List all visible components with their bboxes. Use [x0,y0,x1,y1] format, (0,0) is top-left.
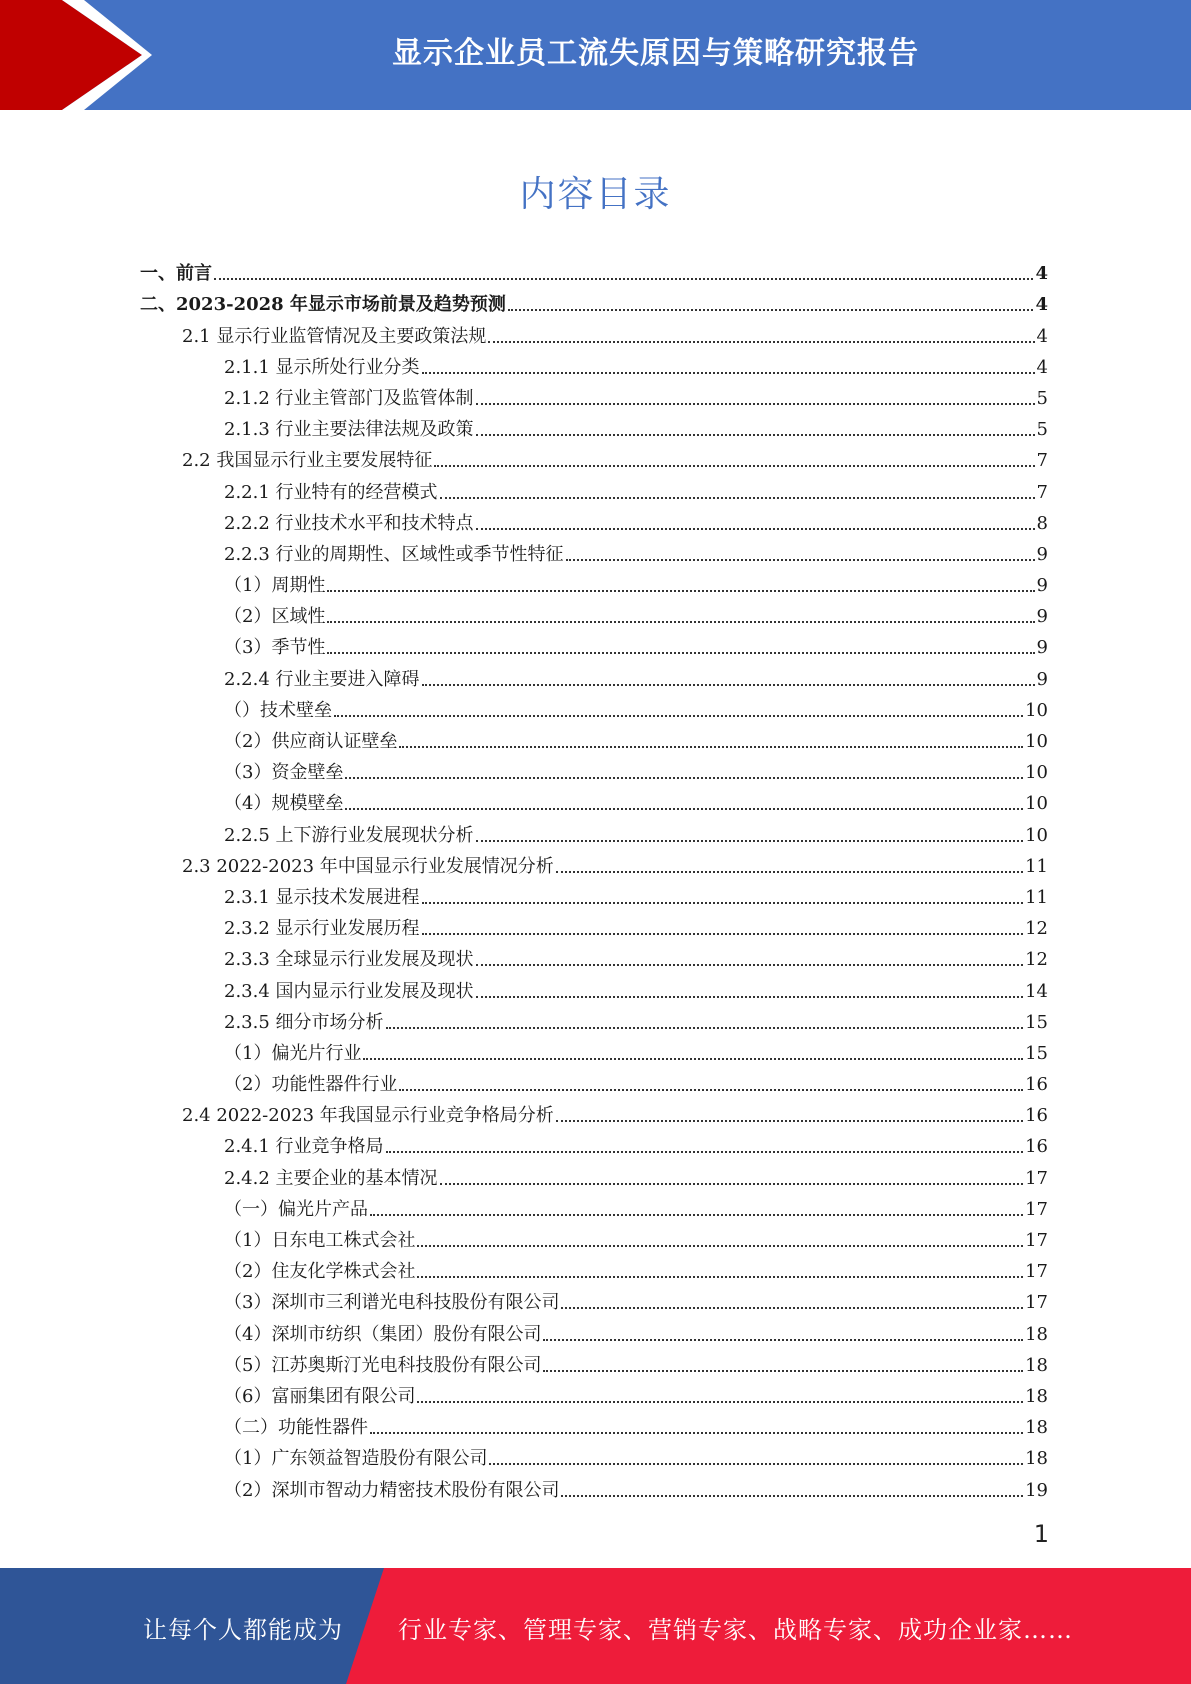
toc-dot-leader [422,933,1024,935]
toc-dot-leader [370,1214,1023,1216]
toc-entry-label: （6）富丽集团有限公司 [224,1385,416,1407]
toc-dot-leader [476,403,1035,405]
toc-entry-label: （一）偏光片产品 [224,1198,368,1220]
toc-entry-page: 9 [1036,543,1048,565]
toc-dot-leader [327,621,1034,623]
toc-entry[interactable] [140,441,1048,472]
toc-entry-page: 10 [1025,699,1048,721]
toc-entry-page: 8 [1036,512,1048,534]
toc-dot-leader [476,964,1024,966]
toc-entry-label: 2.1.3 行业主要法律法规及政策 [224,419,474,441]
toc-entry-page: 18 [1025,1417,1048,1439]
toc-entry-label: 2.2.3 行业的周期性、区域性或季节性特征 [224,543,564,565]
footer-slogan-right: 行业专家、管理专家、营销专家、战略专家、成功企业家…… [398,1616,1073,1644]
toc-dot-leader [556,871,1023,873]
toc-entry-page: 12 [1025,949,1048,971]
toc-entry-page: 4 [1035,263,1048,285]
toc-entry-page: 5 [1036,387,1048,409]
toc-entry-label: （2）功能性器件行业 [224,1074,398,1096]
toc-entry[interactable] [140,379,1048,410]
toc-entry-label: （5）江苏奥斯汀光电科技股份有限公司 [224,1354,542,1376]
toc-entry-page: 9 [1036,606,1048,628]
toc-entry-label: 2.1.1 显示所处行业分类 [224,356,420,378]
toc-entry[interactable] [140,1377,1048,1408]
toc-dot-leader [327,590,1034,592]
toc-entry-label: 2.2.1 行业特有的经营模式 [224,481,438,503]
toc-entry-page: 4 [1035,294,1048,316]
toc-entry-label: 2.4 2022-2023 年我国显示行业竞争格局分析 [182,1105,554,1127]
toc-entry-label: 2.2 我国显示行业主要发展特征 [182,450,433,472]
toc-entry-label: （二）功能性器件 [224,1417,368,1439]
toc-entry[interactable] [140,1346,1048,1377]
page-footer [0,1568,1191,1684]
toc-dot-leader [370,1432,1023,1434]
toc-entry-label: 2.2.5 上下游行业发展现状分析 [224,824,474,846]
toc-entry-page: 10 [1025,793,1048,815]
toc-entry-page: 15 [1025,1042,1048,1064]
toc-entry-page: 4 [1036,356,1048,378]
toc-dot-leader [327,652,1034,654]
toc-entry[interactable] [140,1034,1048,1065]
toc-entry-page: 11 [1025,855,1048,877]
toc-entry[interactable] [140,1221,1048,1252]
toc-entry[interactable] [140,691,1048,722]
toc-dot-leader [561,1495,1023,1497]
toc-entry[interactable] [140,1408,1048,1439]
toc-dot-leader [422,372,1035,374]
toc-entry-label: （3）季节性 [224,637,326,659]
toc-entry-page: 7 [1036,481,1048,503]
toc-entry[interactable] [140,566,1048,597]
toc-entry-page: 12 [1025,918,1048,940]
toc-entry-label: 二、2023-2028 年显示市场前景及趋势预测 [140,294,506,316]
toc-entry-label: （1）广东领益智造股份有限公司 [224,1448,488,1470]
toc-entry-page: 17 [1025,1198,1048,1220]
toc-entry-label: 2.2.2 行业技术水平和技术特点 [224,512,474,534]
toc-entry-label: （）技术壁垒 [224,699,332,721]
toc-entry-label: 2.4.2 主要企业的基本情况 [224,1167,438,1189]
toc-entry-label: （2）供应商认证壁垒 [224,731,398,752]
toc-entry-page: 17 [1025,1261,1048,1283]
toc-entry-label: 2.3.1 显示技术发展进程 [224,886,420,908]
toc-entry[interactable] [140,909,1048,940]
toc-entry[interactable] [140,659,1048,690]
toc-entry[interactable] [140,410,1048,441]
toc-entry[interactable] [140,535,1048,566]
toc-entry-label: 2.3 2022-2023 年中国显示行业发展情况分析 [182,855,554,877]
toc-dot-leader [476,434,1035,436]
toc-entry-page: 7 [1036,450,1048,472]
toc-dot-leader [566,559,1035,561]
toc-dot-leader [543,1339,1023,1341]
toc-dot-leader [556,1120,1023,1122]
toc-dot-leader [417,1401,1023,1403]
toc-dot-leader [561,1307,1023,1309]
toc-entry-page: 16 [1025,1136,1048,1158]
toc-dot-leader [386,1027,1024,1029]
toc-entry-label: （3）深圳市三利谱光电科技股份有限公司 [224,1292,560,1314]
toc-dot-leader [399,1089,1023,1091]
toc-entry-label: 2.3.5 细分市场分析 [224,1011,384,1033]
toc-entry[interactable] [140,1190,1048,1221]
toc-entry[interactable] [140,254,1048,285]
toc-dot-leader [489,1463,1023,1465]
toc-entry-label: 2.3.2 显示行业发展历程 [224,918,420,940]
toc-entry-label: （2）深圳市智动力精密技术股份有限公司 [224,1479,560,1501]
toc-dot-leader [476,528,1035,530]
footer-slogan-left: 让每个人都能成为 [143,1616,343,1644]
toc-dot-leader [345,777,1023,779]
toc-dot-leader [543,1370,1023,1372]
toc-entry-label: （4）规模壁垒 [224,793,344,815]
toc-dot-leader [386,1151,1024,1153]
toc-entry-page: 5 [1036,419,1048,441]
toc-heading: 内容目录 [519,174,672,215]
header-title: 显示企业员工流失原因与策略研究报告 [392,36,919,71]
toc-entry[interactable] [140,316,1048,347]
toc-entry-label: 2.3.3 全球显示行业发展及现状 [224,949,474,971]
toc-entry-page: 9 [1036,637,1048,659]
toc-entry-label: （4）深圳市纺织（集团）股份有限公司 [224,1323,542,1345]
toc-entry-page: 9 [1036,668,1048,690]
toc-entry[interactable] [140,285,1048,316]
toc-entry[interactable] [140,1158,1048,1189]
toc-entry-page: 19 [1025,1479,1048,1501]
toc-dot-leader [440,497,1035,499]
toc-entry-page: 10 [1025,824,1048,846]
toc-entry[interactable] [140,815,1048,846]
table-of-contents [140,254,1048,1502]
toc-entry[interactable] [140,472,1048,503]
toc-entry-label: 2.4.1 行业竞争格局 [224,1136,384,1158]
toc-entry-page: 14 [1025,980,1048,1002]
toc-entry-page: 16 [1025,1074,1048,1096]
toc-dot-leader [334,715,1023,717]
toc-entry[interactable] [140,722,1048,753]
toc-dot-leader [508,309,1034,311]
toc-entry-label: （1）偏光片行业 [224,1042,362,1064]
toc-entry[interactable] [140,1439,1048,1470]
toc-entry-label: 2.2.4 行业主要进入障碍 [224,668,420,690]
toc-dot-leader [363,1058,1023,1060]
toc-entry-label: 2.3.4 国内显示行业发展及现状 [224,980,474,1002]
toc-entry[interactable] [140,1470,1048,1501]
toc-entry-label: 一、前言 [140,263,212,285]
toc-entry[interactable] [140,753,1048,784]
toc-entry[interactable] [140,1127,1048,1158]
toc-dot-leader [476,996,1024,998]
toc-entry-page: 17 [1025,1167,1048,1189]
toc-entry-page: 10 [1025,762,1048,784]
toc-dot-leader [488,341,1034,343]
toc-entry-page: 17 [1025,1230,1048,1251]
toc-entry-label: 2.1.2 行业主管部门及监管体制 [224,387,474,409]
toc-entry-label: （1）日东电工株式会社 [224,1230,416,1251]
toc-entry[interactable] [140,597,1048,628]
toc-entry-label: （1）周期性 [224,575,326,597]
toc-entry[interactable] [140,1096,1048,1127]
toc-entry[interactable] [140,940,1048,971]
toc-entry[interactable] [140,784,1048,815]
toc-entry-page: 9 [1036,575,1048,597]
toc-entry-page: 18 [1025,1385,1048,1407]
toc-entry[interactable] [140,348,1048,379]
toc-dot-leader [422,902,1024,904]
toc-entry[interactable] [140,1283,1048,1314]
page-number: 1 [1033,1520,1049,1548]
toc-entry-page: 10 [1025,731,1048,752]
toc-dot-leader [417,1276,1023,1278]
toc-entry-label: （3）资金壁垒 [224,762,344,784]
toc-entry-label: 2.1 显示行业监管情况及主要政策法规 [182,325,487,347]
toc-dot-leader [422,684,1035,686]
toc-entry[interactable] [140,971,1048,1002]
toc-entry[interactable] [140,1065,1048,1096]
toc-entry[interactable] [140,504,1048,535]
toc-dot-leader [417,1245,1023,1247]
toc-entry-page: 18 [1025,1448,1048,1470]
toc-entry[interactable] [140,1314,1048,1345]
toc-entry-page: 11 [1025,886,1048,908]
toc-entry-page: 18 [1025,1323,1048,1345]
toc-dot-leader [345,808,1023,810]
toc-entry-label: （2）区域性 [224,606,326,628]
toc-entry[interactable] [140,1252,1048,1283]
toc-dot-leader [434,465,1034,467]
toc-dot-leader [440,1183,1024,1185]
page-header [0,0,1191,110]
toc-entry-page: 17 [1025,1292,1048,1314]
toc-entry-page: 18 [1025,1354,1048,1376]
toc-entry-page: 16 [1025,1105,1048,1127]
toc-entry[interactable] [140,628,1048,659]
toc-dot-leader [476,840,1024,842]
toc-dot-leader [214,278,1033,280]
toc-entry-label: （2）住友化学株式会社 [224,1261,416,1283]
toc-entry[interactable] [140,878,1048,909]
toc-entry[interactable] [140,1003,1048,1034]
toc-dot-leader [399,746,1023,748]
toc-entry-page: 15 [1025,1011,1048,1033]
toc-entry[interactable] [140,847,1048,878]
toc-entry-page: 4 [1036,325,1048,347]
